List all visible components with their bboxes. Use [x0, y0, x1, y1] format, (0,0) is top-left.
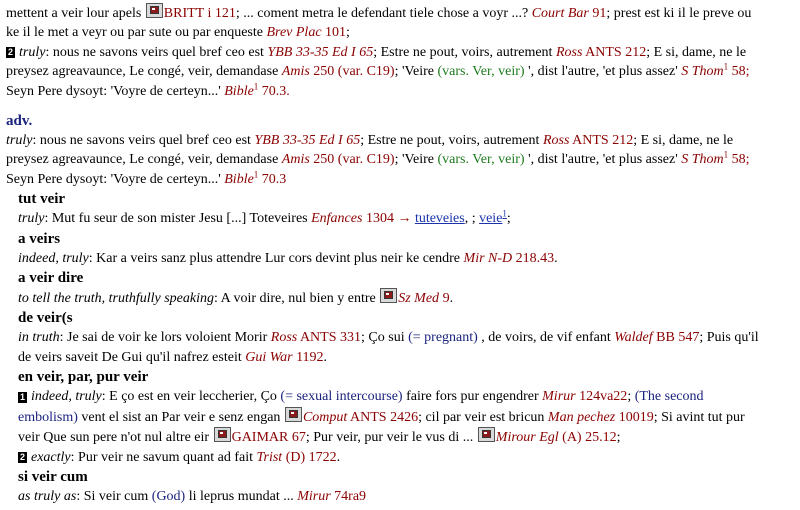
source-ref[interactable]: GAIMAR 67	[231, 430, 306, 446]
source-ref-number: (A) 25.12	[558, 430, 617, 446]
source-ref[interactable]: BRITT i 121	[163, 6, 236, 21]
quote-text: ;	[506, 211, 511, 227]
quote-text: faire fors pur engendrer	[402, 389, 543, 405]
source-ref[interactable]: Bible	[224, 83, 254, 99]
sense-line	[6, 487, 796, 506]
quote-text: ke il le met a veyr ou par sute ou par enqueste	[6, 25, 267, 41]
source-ref[interactable]: Mirur	[297, 488, 331, 504]
manuscript-icon[interactable]	[380, 288, 397, 303]
editorial-note: (= sexual intercourse)	[280, 389, 403, 405]
source-ref-number: 58;	[728, 152, 750, 168]
citation-line	[6, 62, 796, 81]
citation-line	[6, 427, 796, 447]
source-ref-number: 250 (var. C19)	[309, 64, 395, 80]
source-ref-number: 70.3	[258, 171, 287, 187]
source-ref[interactable]: Mirour Egl	[495, 430, 559, 446]
quote-text: li leprus mundat ...	[185, 488, 298, 504]
manuscript-icon[interactable]	[214, 427, 231, 442]
quote-text: Seyn Pere dysoyt: 'Voyre de certeyn...'	[6, 83, 225, 99]
source-ref[interactable]: Ross	[542, 133, 570, 149]
quote-text: ; E si, dame, ne le	[633, 133, 734, 149]
source-ref-number: BB 547	[652, 330, 700, 346]
source-ref[interactable]: Sz Med	[398, 291, 440, 307]
sense-gloss: truly	[18, 211, 45, 227]
superscript: 1	[723, 62, 729, 72]
source-ref[interactable]: Amis	[281, 152, 310, 168]
quote-text: Seyn Pere dysoyt: 'Voyre de certeyn...'	[6, 171, 225, 187]
editorial-note: (God)	[151, 488, 186, 504]
sense-gloss: as truly as	[18, 488, 77, 504]
source-ref[interactable]: Man pechez	[547, 409, 616, 425]
citation-line	[6, 407, 796, 427]
source-ref-number: (D) 1722	[282, 449, 337, 465]
source-ref[interactable]: Brev Plac	[266, 25, 322, 41]
quote-text: ; Ço sui	[361, 330, 409, 346]
cross-reference-link[interactable]: tuteveies	[414, 211, 465, 227]
quote-text: ; Estre ne pout, voirs, autrement	[373, 44, 556, 60]
sense-line	[6, 43, 796, 62]
phrase-heading: de veir(s	[18, 310, 73, 327]
source-ref[interactable]: YBB 33-35 Ed I 65	[254, 133, 361, 149]
quote-text: : Pur veir ne savum quant ad fait	[70, 449, 257, 465]
quote-text: ; ... coment metra le defendant tiele chose a voyr ...?	[235, 6, 532, 21]
source-ref[interactable]: Mirur	[542, 389, 576, 405]
source-ref[interactable]: Court Bar	[531, 6, 589, 21]
phrase-heading: a veir dire	[18, 270, 84, 287]
quote-text: ; Puis qu'il	[699, 330, 759, 346]
source-ref[interactable]: Trist	[256, 449, 283, 465]
superscript: 1	[502, 209, 507, 219]
phrase-heading: a veirs	[18, 230, 61, 247]
quote-text: : E ço est en veir leccherier, Ço	[101, 389, 281, 405]
sense-line	[6, 249, 796, 268]
quote-text: ; cil par veir est bricun	[418, 409, 548, 425]
sense-line	[6, 131, 796, 150]
sense-number: 2	[19, 451, 25, 462]
citation-line	[6, 3, 796, 23]
variant-readings: (vars. Ver, veir)	[437, 152, 525, 168]
source-ref[interactable]: Waldef	[614, 330, 653, 346]
quote-text: ; E si, dame, ne le	[646, 44, 747, 60]
sense-gloss: truly	[19, 44, 46, 60]
quote-text: .	[554, 250, 558, 266]
source-ref-number: ANTS 331	[297, 330, 362, 346]
variant-readings: (vars. Ver, veir)	[437, 64, 525, 80]
quote-text: ; 'Veire	[394, 152, 438, 168]
quote-text: vent el sist an Par veir e senz engan	[77, 409, 284, 425]
source-ref[interactable]: Gui War	[245, 349, 293, 365]
quote-text: preysez agreavaunce, Le congé, veir, demandase	[6, 152, 282, 168]
quote-text: ; prest est ki il le preve ou	[606, 6, 752, 21]
source-ref-number: 1192	[292, 349, 324, 365]
superscript: 1	[253, 169, 259, 180]
sense-gloss: in truth	[18, 330, 60, 346]
source-ref[interactable]: S Thom	[681, 64, 724, 80]
editorial-note: (The second	[634, 389, 704, 405]
source-ref[interactable]: Mir N-D	[463, 250, 513, 266]
editorial-note: (= pregnant)	[408, 330, 478, 346]
cross-reference-link[interactable]: veie	[479, 211, 503, 227]
phrase-heading: en veir, par, pur veir	[18, 369, 149, 386]
quote-text: : Je sai de voir ke lors voloient Morir	[59, 330, 271, 346]
sense-line	[6, 387, 796, 406]
quote-text: veir Que sun pere n'ot nul altre eir	[18, 430, 213, 446]
quote-text: , de voirs, de vif enfant	[477, 330, 615, 346]
sense-line	[6, 288, 796, 308]
source-ref-number: 70.3.	[258, 83, 290, 99]
citation-line	[6, 348, 796, 367]
quote-text: .	[336, 449, 341, 465]
quote-text: ', dist l'autre, 'et plus assez'	[524, 152, 682, 168]
source-ref-number: 218.43	[512, 250, 555, 266]
source-ref-number: 58;	[728, 64, 750, 80]
quote-text: : Kar a veirs sanz plus attendre Lur cors devint plus neir ke cendre	[88, 250, 464, 266]
citation-line	[6, 170, 796, 189]
manuscript-icon[interactable]	[146, 3, 163, 18]
part-of-speech: adv.	[6, 113, 33, 130]
source-ref[interactable]: Comput	[302, 409, 348, 425]
sense-number: 2	[7, 47, 13, 58]
source-ref-number: 1304 →	[362, 211, 415, 227]
manuscript-icon[interactable]	[478, 427, 495, 442]
quote-text: : nous ne savons veirs quel bref ceo est	[32, 133, 255, 149]
sense-gloss: exactly	[31, 449, 71, 465]
sense-line	[6, 328, 796, 347]
source-ref-number: 124va22	[575, 389, 628, 405]
phrase-heading: tut veir	[18, 191, 66, 208]
source-ref[interactable]: Ross	[270, 330, 298, 346]
citation-line	[6, 82, 796, 101]
quote-text: mettent a veir lour apels	[6, 6, 145, 21]
phrase-heading: si veir cum	[18, 468, 88, 485]
source-ref[interactable]: Enfances	[311, 211, 363, 227]
sense-gloss: truly	[6, 133, 33, 149]
quote-text: ;	[616, 430, 621, 446]
quote-text: : A voir dire, nul bien y entre	[213, 291, 380, 307]
quote-text: ;	[346, 25, 350, 41]
manuscript-icon[interactable]	[285, 407, 302, 422]
source-ref[interactable]: Ross	[555, 44, 583, 60]
source-ref-number: 101	[321, 25, 347, 41]
source-ref-number: 250 (var. C19)	[309, 152, 395, 168]
citation-line	[6, 150, 796, 169]
source-ref-number: 10019	[615, 409, 654, 425]
sense-number: 1	[19, 391, 25, 402]
source-ref-number: ANTS 2426	[347, 409, 419, 425]
sense-gloss: indeed, truly	[31, 389, 102, 405]
quote-text: : Mut fu seur de son mister Jesu [...] Toteveires	[44, 211, 312, 227]
quote-text: ', dist l'autre, 'et plus assez'	[524, 64, 682, 80]
source-ref-number: 91	[588, 6, 607, 21]
quote-text: ; Estre ne pout, voirs, autrement	[360, 133, 543, 149]
source-ref-number: ANTS 212	[582, 44, 647, 60]
sense-line	[6, 448, 796, 467]
sense-gloss: to tell the truth, truthfully speaking	[18, 291, 214, 307]
source-ref[interactable]: S Thom	[681, 152, 724, 168]
quote-text: preysez agreavaunce, Le congé, veir, demandase	[6, 64, 282, 80]
quote-text: : nous ne savons veirs quel bref ceo est	[45, 44, 268, 60]
quote-text: .	[323, 349, 328, 365]
quote-text: ; 'Veire	[394, 64, 438, 80]
quote-text: ; Si avint tut pur	[653, 409, 745, 425]
quote-text: , ;	[464, 211, 480, 227]
source-ref[interactable]: YBB 33-35 Ed I 65	[267, 44, 374, 60]
source-ref-number: 74ra9	[330, 488, 367, 504]
quote-text: .	[449, 291, 454, 307]
source-ref-number: ANTS 212	[569, 133, 634, 149]
source-ref-number: 9	[439, 291, 450, 307]
editorial-note: embolism)	[18, 409, 78, 425]
source-ref[interactable]: Amis	[281, 64, 310, 80]
quote-text: de veirs saveit De Gui qu'il nafrez esteit	[18, 349, 246, 365]
superscript: 1	[253, 81, 259, 91]
quote-text: ; Pur veir, pur veir le vus di ...	[305, 430, 477, 446]
sense-line	[6, 209, 796, 228]
quote-text: : Si veir cum	[76, 488, 152, 504]
superscript: 1	[723, 150, 729, 160]
citation-line	[6, 23, 796, 42]
quote-text: ;	[627, 389, 635, 405]
sense-gloss: indeed, truly	[18, 250, 89, 266]
source-ref[interactable]: Bible	[224, 171, 254, 187]
